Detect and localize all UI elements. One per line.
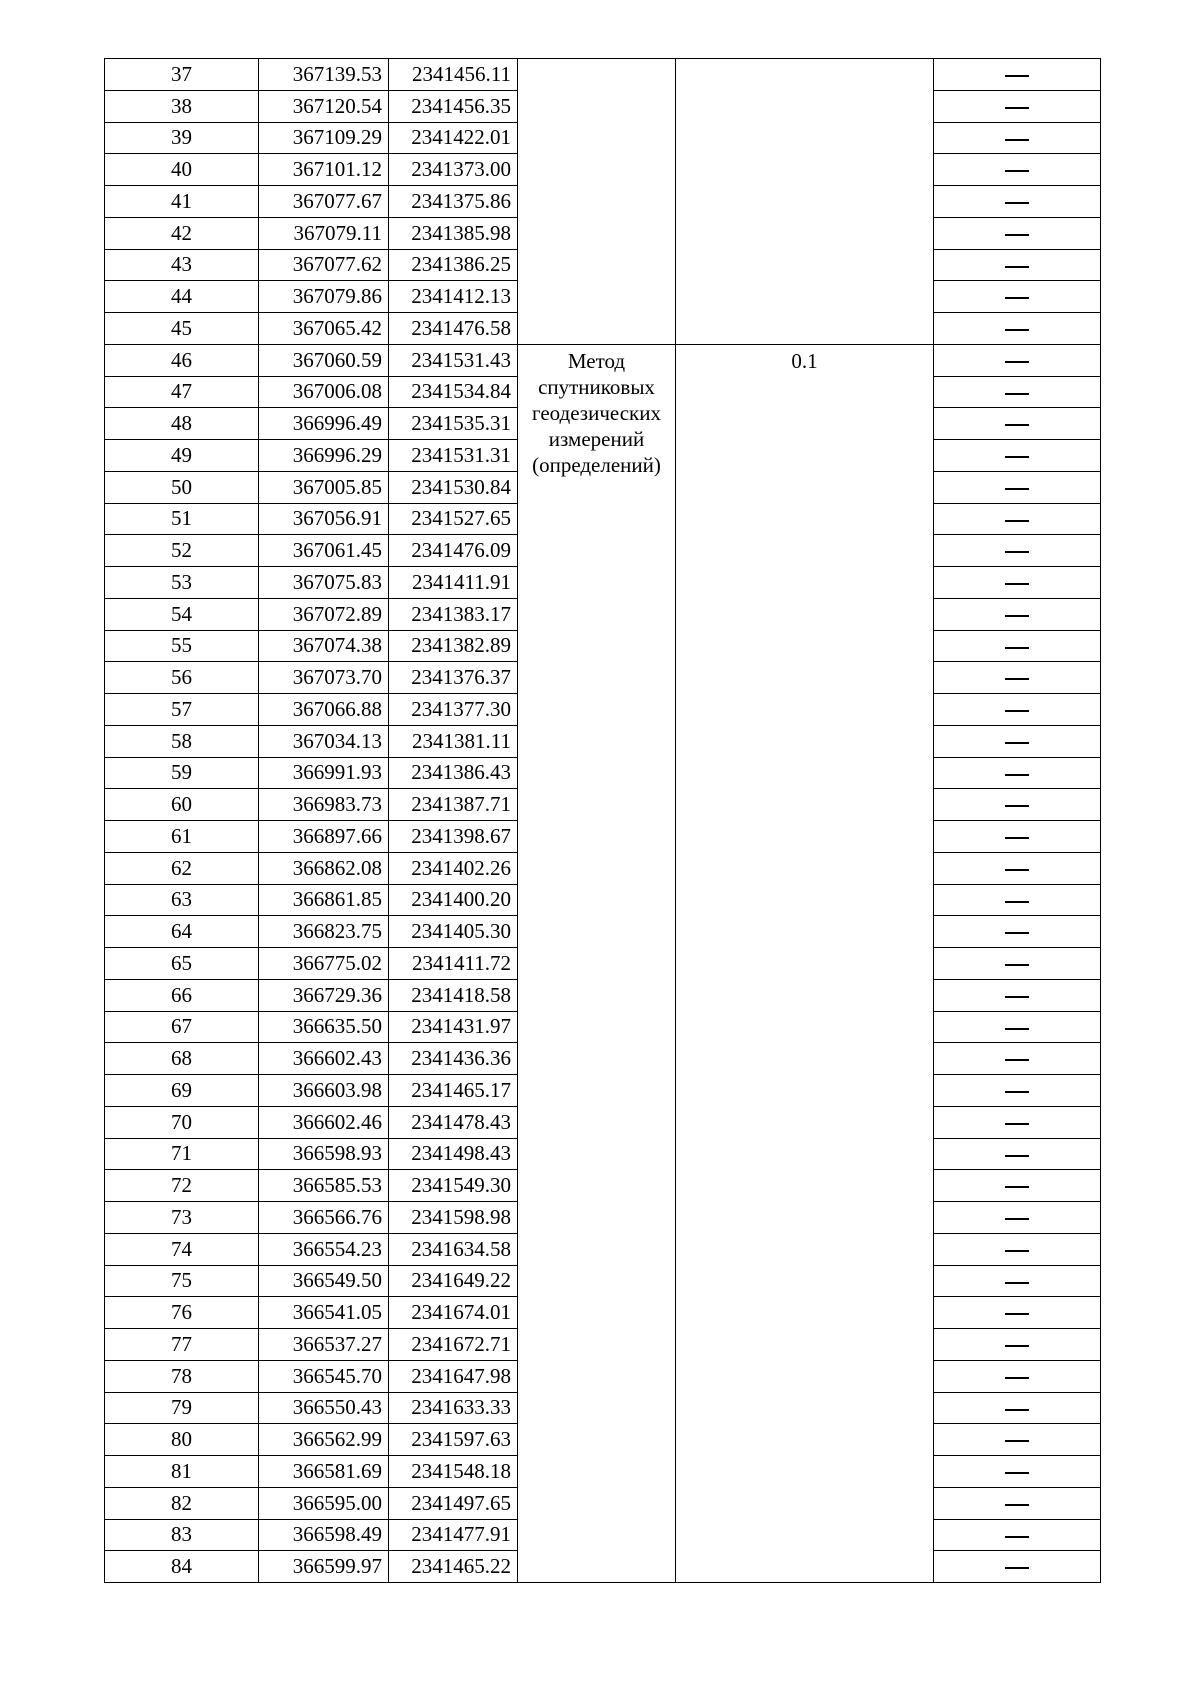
description-cell [934, 821, 1101, 853]
description-cell [934, 567, 1101, 599]
point-number-cell: 73 [105, 1202, 259, 1234]
dash-mark [1005, 1282, 1029, 1284]
description-cell [934, 1075, 1101, 1107]
y-coordinate-cell: 2341531.43 [389, 344, 518, 376]
coordinates-table [104, 58, 1101, 1583]
y-coordinate-cell: 2341387.71 [389, 789, 518, 821]
point-number-cell: 49 [105, 440, 259, 472]
y-coordinate-cell: 2341498.43 [389, 1138, 518, 1170]
dash-mark [1005, 1186, 1029, 1188]
y-coordinate-cell: 2341412.13 [389, 281, 518, 313]
description-cell [934, 948, 1101, 980]
y-coordinate-cell: 2341597.63 [389, 1424, 518, 1456]
point-number-cell: 81 [105, 1456, 259, 1488]
x-coordinate-cell: 367005.85 [259, 471, 389, 503]
description-cell [934, 1233, 1101, 1265]
y-coordinate-cell: 2341549.30 [389, 1170, 518, 1202]
x-coordinate-cell: 367074.38 [259, 630, 389, 662]
point-number-cell: 46 [105, 344, 259, 376]
dash-mark [1005, 266, 1029, 268]
x-coordinate-cell: 367061.45 [259, 535, 389, 567]
x-coordinate-cell: 367066.88 [259, 694, 389, 726]
point-number-cell: 65 [105, 948, 259, 980]
dash-mark [1005, 1377, 1029, 1379]
point-number-cell: 41 [105, 186, 259, 218]
dash-mark [1005, 1250, 1029, 1252]
dash-mark [1005, 551, 1029, 553]
y-coordinate-cell: 2341373.00 [389, 154, 518, 186]
description-cell [934, 916, 1101, 948]
point-number-cell: 76 [105, 1297, 259, 1329]
dash-mark [1005, 1218, 1029, 1220]
description-cell [934, 376, 1101, 408]
dash-mark [1005, 520, 1029, 522]
description-cell [934, 344, 1101, 376]
dash-mark [1005, 1345, 1029, 1347]
point-number-cell: 50 [105, 471, 259, 503]
x-coordinate-cell: 366996.49 [259, 408, 389, 440]
description-cell [934, 1265, 1101, 1297]
method-text-line: геодезических [531, 400, 661, 425]
x-coordinate-cell: 367077.67 [259, 186, 389, 218]
description-cell [934, 1424, 1101, 1456]
point-number-cell: 75 [105, 1265, 259, 1297]
description-cell [934, 979, 1101, 1011]
dash-mark [1005, 393, 1029, 395]
point-number-cell: 79 [105, 1392, 259, 1424]
y-coordinate-cell: 2341456.11 [389, 59, 518, 91]
x-coordinate-cell: 366585.53 [259, 1170, 389, 1202]
x-coordinate-cell: 367077.62 [259, 249, 389, 281]
point-number-cell: 40 [105, 154, 259, 186]
description-cell [934, 217, 1101, 249]
method-text-line: (определений) [532, 452, 661, 477]
description-cell [934, 1170, 1101, 1202]
y-coordinate-cell: 2341465.22 [389, 1551, 518, 1583]
point-number-cell: 72 [105, 1170, 259, 1202]
description-cell [934, 313, 1101, 345]
point-number-cell: 80 [105, 1424, 259, 1456]
y-coordinate-cell: 2341422.01 [389, 122, 518, 154]
description-cell [934, 1392, 1101, 1424]
dash-mark [1005, 234, 1029, 236]
dash-mark [1005, 139, 1029, 141]
dash-mark [1005, 964, 1029, 966]
x-coordinate-cell: 366545.70 [259, 1360, 389, 1392]
description-cell [934, 1202, 1101, 1234]
description-cell [934, 1138, 1101, 1170]
dash-mark [1005, 424, 1029, 426]
point-number-cell: 45 [105, 313, 259, 345]
x-coordinate-cell: 366775.02 [259, 948, 389, 980]
dash-mark [1005, 1536, 1029, 1538]
description-cell [934, 408, 1101, 440]
x-coordinate-cell: 366635.50 [259, 1011, 389, 1043]
method-cell [518, 344, 676, 1582]
point-number-cell: 47 [105, 376, 259, 408]
point-number-cell: 54 [105, 598, 259, 630]
dash-mark [1005, 1155, 1029, 1157]
y-coordinate-cell: 2341674.01 [389, 1297, 518, 1329]
description-cell [934, 471, 1101, 503]
x-coordinate-cell: 366861.85 [259, 884, 389, 916]
x-coordinate-cell: 366602.46 [259, 1106, 389, 1138]
description-cell [934, 1106, 1101, 1138]
dash-mark [1005, 488, 1029, 490]
x-coordinate-cell: 366862.08 [259, 852, 389, 884]
x-coordinate-cell: 367120.54 [259, 90, 389, 122]
x-coordinate-cell: 366537.27 [259, 1329, 389, 1361]
dash-mark [1005, 1440, 1029, 1442]
x-coordinate-cell: 366983.73 [259, 789, 389, 821]
x-coordinate-cell: 366562.99 [259, 1424, 389, 1456]
point-number-cell: 51 [105, 503, 259, 535]
x-coordinate-cell: 366996.29 [259, 440, 389, 472]
point-number-cell: 82 [105, 1487, 259, 1519]
x-coordinate-cell: 367065.42 [259, 313, 389, 345]
dash-mark [1005, 805, 1029, 807]
x-coordinate-cell: 366603.98 [259, 1075, 389, 1107]
y-coordinate-cell: 2341436.36 [389, 1043, 518, 1075]
dash-mark [1005, 678, 1029, 680]
y-coordinate-cell: 2341411.72 [389, 948, 518, 980]
dash-mark [1005, 202, 1029, 204]
description-cell [934, 757, 1101, 789]
description-cell [934, 154, 1101, 186]
point-number-cell: 69 [105, 1075, 259, 1107]
dash-mark [1005, 1313, 1029, 1315]
x-coordinate-cell: 366823.75 [259, 916, 389, 948]
point-number-cell: 37 [105, 59, 259, 91]
description-cell [934, 1551, 1101, 1583]
point-number-cell: 78 [105, 1360, 259, 1392]
y-coordinate-cell: 2341456.35 [389, 90, 518, 122]
x-coordinate-cell: 366729.36 [259, 979, 389, 1011]
x-coordinate-cell: 366599.97 [259, 1551, 389, 1583]
y-coordinate-cell: 2341633.33 [389, 1392, 518, 1424]
y-coordinate-cell: 2341405.30 [389, 916, 518, 948]
point-number-cell: 70 [105, 1106, 259, 1138]
y-coordinate-cell: 2341381.11 [389, 725, 518, 757]
point-number-cell: 64 [105, 916, 259, 948]
x-coordinate-cell: 366581.69 [259, 1456, 389, 1488]
description-cell [934, 249, 1101, 281]
x-coordinate-cell: 367139.53 [259, 59, 389, 91]
accuracy-cell: 0.1 [676, 344, 934, 1582]
y-coordinate-cell: 2341376.37 [389, 662, 518, 694]
dash-mark [1005, 1059, 1029, 1061]
point-number-cell: 55 [105, 630, 259, 662]
x-coordinate-cell: 366554.23 [259, 1233, 389, 1265]
method-text-line: измерений [548, 426, 645, 451]
point-number-cell: 60 [105, 789, 259, 821]
y-coordinate-cell: 2341398.67 [389, 821, 518, 853]
point-number-cell: 56 [105, 662, 259, 694]
point-number-cell: 84 [105, 1551, 259, 1583]
y-coordinate-cell: 2341672.71 [389, 1329, 518, 1361]
description-cell [934, 1011, 1101, 1043]
description-cell [934, 694, 1101, 726]
description-cell [934, 1456, 1101, 1488]
description-cell [934, 1360, 1101, 1392]
dash-mark [1005, 297, 1029, 299]
description-cell [934, 59, 1101, 91]
dash-mark [1005, 1091, 1029, 1093]
description-cell [934, 884, 1101, 916]
dash-mark [1005, 996, 1029, 998]
x-coordinate-cell: 366991.93 [259, 757, 389, 789]
y-coordinate-cell: 2341531.31 [389, 440, 518, 472]
description-cell [934, 186, 1101, 218]
description-cell [934, 1297, 1101, 1329]
dash-mark [1005, 456, 1029, 458]
dash-mark [1005, 901, 1029, 903]
y-coordinate-cell: 2341418.58 [389, 979, 518, 1011]
point-number-cell: 44 [105, 281, 259, 313]
y-coordinate-cell: 2341385.98 [389, 217, 518, 249]
x-coordinate-cell: 367060.59 [259, 344, 389, 376]
x-coordinate-cell: 367073.70 [259, 662, 389, 694]
description-cell [934, 662, 1101, 694]
method-text-line: Метод [567, 348, 626, 373]
description-cell [934, 535, 1101, 567]
x-coordinate-cell: 367079.86 [259, 281, 389, 313]
point-number-cell: 61 [105, 821, 259, 853]
x-coordinate-cell: 367075.83 [259, 567, 389, 599]
description-cell [934, 281, 1101, 313]
dash-mark [1005, 1028, 1029, 1030]
x-coordinate-cell: 366598.49 [259, 1519, 389, 1551]
x-coordinate-cell: 366549.50 [259, 1265, 389, 1297]
y-coordinate-cell: 2341476.09 [389, 535, 518, 567]
description-cell [934, 503, 1101, 535]
dash-mark [1005, 774, 1029, 776]
point-number-cell: 66 [105, 979, 259, 1011]
y-coordinate-cell: 2341386.25 [389, 249, 518, 281]
dash-mark [1005, 837, 1029, 839]
point-number-cell: 43 [105, 249, 259, 281]
x-coordinate-cell: 366897.66 [259, 821, 389, 853]
dash-mark [1005, 1123, 1029, 1125]
point-number-cell: 63 [105, 884, 259, 916]
y-coordinate-cell: 2341383.17 [389, 598, 518, 630]
y-coordinate-cell: 2341465.17 [389, 1075, 518, 1107]
x-coordinate-cell: 367079.11 [259, 217, 389, 249]
point-number-cell: 83 [105, 1519, 259, 1551]
description-cell [934, 1519, 1101, 1551]
x-coordinate-cell: 366598.93 [259, 1138, 389, 1170]
point-number-cell: 68 [105, 1043, 259, 1075]
method-cell-empty [518, 59, 676, 345]
description-cell [934, 440, 1101, 472]
dash-mark [1005, 710, 1029, 712]
description-cell [934, 1043, 1101, 1075]
point-number-cell: 58 [105, 725, 259, 757]
y-coordinate-cell: 2341535.31 [389, 408, 518, 440]
x-coordinate-cell: 366595.00 [259, 1487, 389, 1519]
y-coordinate-cell: 2341548.18 [389, 1456, 518, 1488]
dash-mark [1005, 170, 1029, 172]
x-coordinate-cell: 366566.76 [259, 1202, 389, 1234]
dash-mark [1005, 329, 1029, 331]
description-cell [934, 725, 1101, 757]
y-coordinate-cell: 2341634.58 [389, 1233, 518, 1265]
y-coordinate-cell: 2341534.84 [389, 376, 518, 408]
point-number-cell: 62 [105, 852, 259, 884]
y-coordinate-cell: 2341400.20 [389, 884, 518, 916]
x-coordinate-cell: 366602.43 [259, 1043, 389, 1075]
y-coordinate-cell: 2341476.58 [389, 313, 518, 345]
dash-mark [1005, 361, 1029, 363]
dash-mark [1005, 932, 1029, 934]
y-coordinate-cell: 2341477.91 [389, 1519, 518, 1551]
point-number-cell: 38 [105, 90, 259, 122]
accuracy-cell-empty [676, 59, 934, 345]
x-coordinate-cell: 367056.91 [259, 503, 389, 535]
y-coordinate-cell: 2341478.43 [389, 1106, 518, 1138]
description-cell [934, 852, 1101, 884]
y-coordinate-cell: 2341598.98 [389, 1202, 518, 1234]
y-coordinate-cell: 2341382.89 [389, 630, 518, 662]
point-number-cell: 74 [105, 1233, 259, 1265]
dash-mark [1005, 742, 1029, 744]
point-number-cell: 48 [105, 408, 259, 440]
dash-mark [1005, 869, 1029, 871]
description-cell [934, 789, 1101, 821]
x-coordinate-cell: 367101.12 [259, 154, 389, 186]
y-coordinate-cell: 2341649.22 [389, 1265, 518, 1297]
description-cell [934, 630, 1101, 662]
description-cell [934, 1487, 1101, 1519]
coordinates-table-body [105, 59, 1101, 1583]
y-coordinate-cell: 2341377.30 [389, 694, 518, 726]
x-coordinate-cell: 367006.08 [259, 376, 389, 408]
y-coordinate-cell: 2341375.86 [389, 186, 518, 218]
point-number-cell: 59 [105, 757, 259, 789]
y-coordinate-cell: 2341527.65 [389, 503, 518, 535]
point-number-cell: 57 [105, 694, 259, 726]
dash-mark [1005, 615, 1029, 617]
description-cell [934, 1329, 1101, 1361]
dash-mark [1005, 1409, 1029, 1411]
description-cell [934, 122, 1101, 154]
dash-mark [1005, 1567, 1029, 1569]
point-number-cell: 52 [105, 535, 259, 567]
y-coordinate-cell: 2341497.65 [389, 1487, 518, 1519]
y-coordinate-cell: 2341411.91 [389, 567, 518, 599]
point-number-cell: 53 [105, 567, 259, 599]
x-coordinate-cell: 367072.89 [259, 598, 389, 630]
table-row [105, 59, 1101, 91]
dash-mark [1005, 583, 1029, 585]
dash-mark [1005, 1504, 1029, 1506]
y-coordinate-cell: 2341402.26 [389, 852, 518, 884]
y-coordinate-cell: 2341647.98 [389, 1360, 518, 1392]
method-text-line: спутниковых [538, 374, 655, 399]
point-number-cell: 42 [105, 217, 259, 249]
table-row [105, 344, 1101, 376]
y-coordinate-cell: 2341386.43 [389, 757, 518, 789]
dash-mark [1005, 107, 1029, 109]
y-coordinate-cell: 2341530.84 [389, 471, 518, 503]
point-number-cell: 67 [105, 1011, 259, 1043]
dash-mark [1005, 647, 1029, 649]
x-coordinate-cell: 367109.29 [259, 122, 389, 154]
description-cell [934, 598, 1101, 630]
point-number-cell: 71 [105, 1138, 259, 1170]
description-cell [934, 90, 1101, 122]
x-coordinate-cell: 367034.13 [259, 725, 389, 757]
point-number-cell: 77 [105, 1329, 259, 1361]
dash-mark [1005, 75, 1029, 77]
dash-mark [1005, 1472, 1029, 1474]
x-coordinate-cell: 366550.43 [259, 1392, 389, 1424]
point-number-cell: 39 [105, 122, 259, 154]
x-coordinate-cell: 366541.05 [259, 1297, 389, 1329]
y-coordinate-cell: 2341431.97 [389, 1011, 518, 1043]
